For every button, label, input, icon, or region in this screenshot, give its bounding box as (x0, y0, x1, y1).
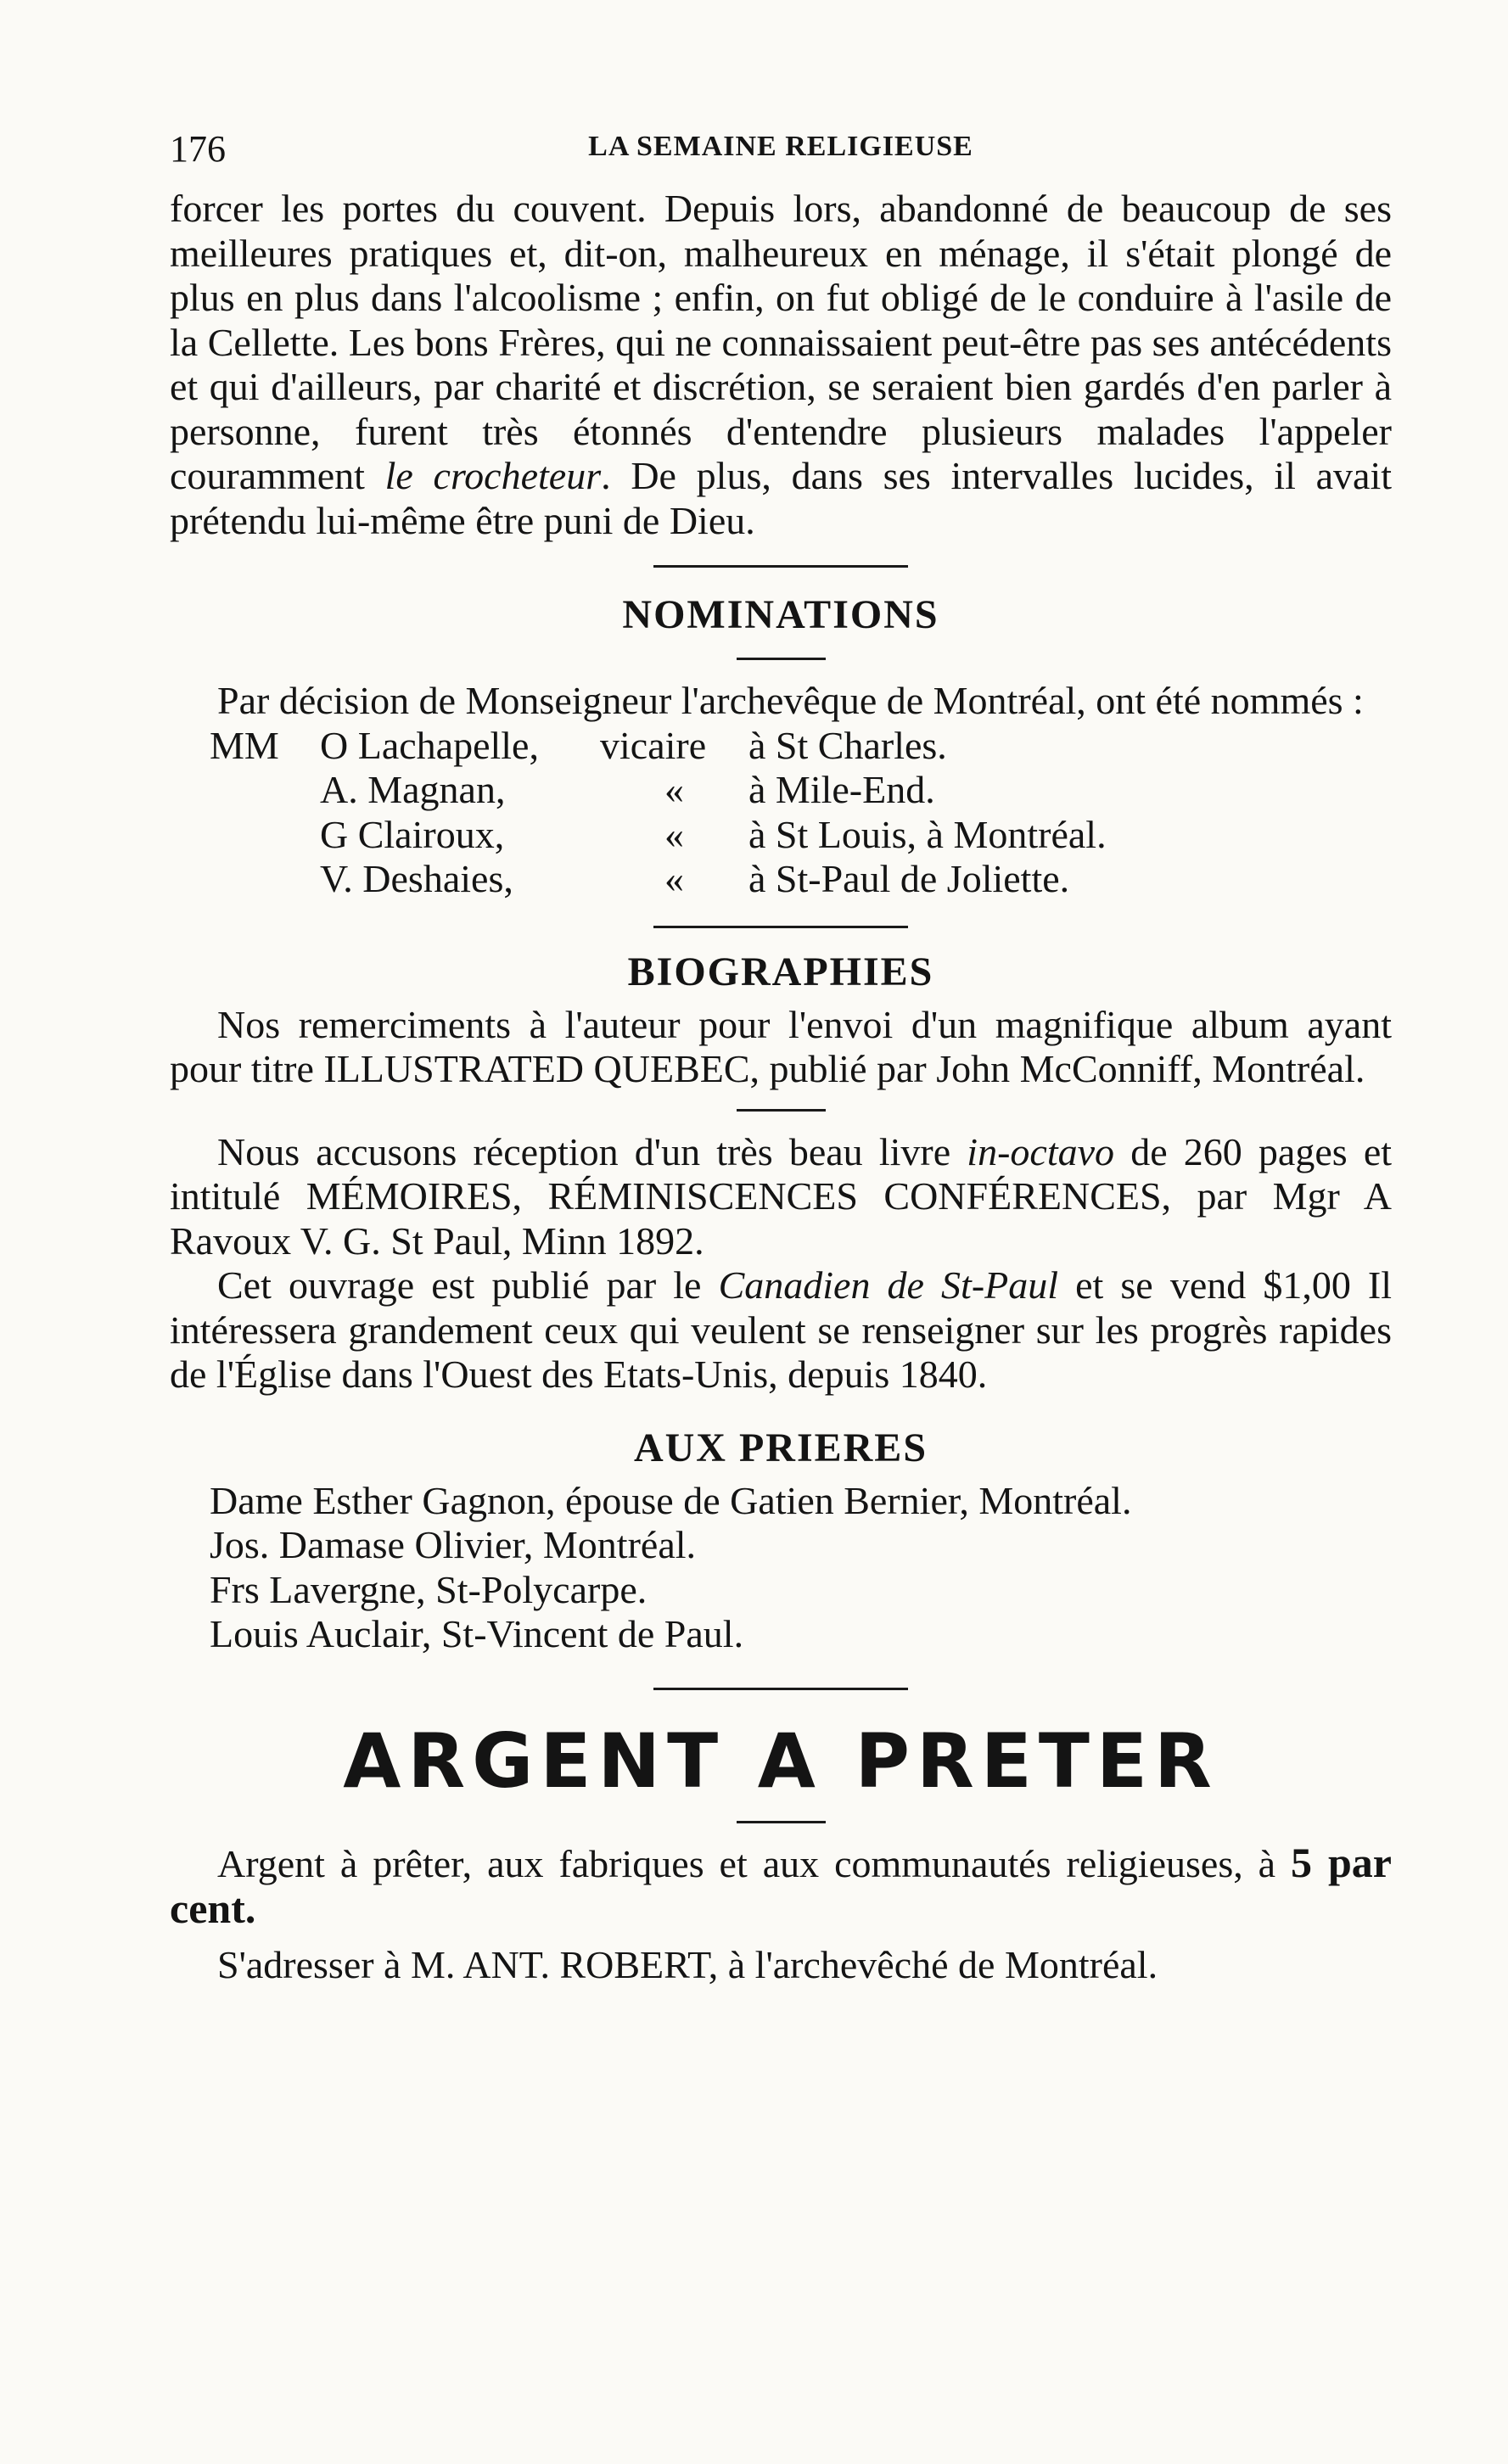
nomination-role: « (664, 812, 684, 856)
divider (737, 1821, 826, 1823)
biographies-paragraph-1: Nos remerciments à l'auteur pour l'envoi d'un magnifique album ayant pour titre ILLUSTRATED QUEBEC, publié par John McConniff, Montréal. (170, 1002, 1392, 1090)
nomination-prefix (210, 857, 320, 902)
nomination-role: « (664, 768, 684, 811)
nominations-list (170, 724, 1392, 902)
bio-p3-start: Cet ouvrage est publié par le (217, 1263, 702, 1307)
list-item: Jos. Damase Olivier, Montréal. (210, 1523, 697, 1566)
nomination-place: à St Louis, à Montréal. (748, 812, 1107, 856)
list-item: Dame Esther Gagnon, épouse de Gatien Bernier, Montréal. (210, 1478, 1132, 1522)
biographies-paragraph-2 (170, 1130, 1392, 1264)
nomination-row (210, 857, 1392, 902)
list-item: Frs Lavergne, St-Polycarpe. (210, 1567, 647, 1611)
nomination-row (210, 724, 1392, 769)
bio-p2-start: Nous accusons réception d'un très beau livre (217, 1129, 951, 1173)
advert-rate: 5 par cent. (170, 1838, 1392, 1932)
biographies-paragraph-3 (170, 1263, 1392, 1397)
intro-italic: le crocheteur (384, 454, 602, 497)
divider (737, 1109, 826, 1112)
nomination-name: O Lachapelle, (320, 723, 539, 767)
nomination-prefix (210, 813, 320, 858)
nomination-role: vicaire (600, 723, 707, 767)
bio-p2-italic: in-octavo (967, 1129, 1115, 1173)
nomination-prefix (210, 768, 320, 813)
nomination-row (210, 813, 1392, 858)
bio-p2-end: de 260 pages et intitulé MÉMOIRES, RÉMINISCENCES CONFÉRENCES, par Mgr A Ravoux V. G. St Paul, Minn 1892. (170, 1129, 1393, 1263)
divider (653, 565, 908, 568)
advert-paragraph-2: S'adresser à M. ANT. ROBERT, à l'archevêché de Montréal. (217, 1942, 1158, 1986)
nomination-name: G Clairoux, (320, 812, 505, 856)
list-item: Louis Auclair, St-Vincent de Paul. (210, 1612, 744, 1655)
nomination-place: à St Charles. (748, 723, 947, 767)
nomination-role: « (664, 857, 684, 900)
nomination-place: à St-Paul de Joliette. (748, 857, 1070, 900)
advert-paragraph-1 (170, 1840, 1392, 1933)
nomination-place: à Mile-End. (748, 768, 935, 811)
bio-p3-italic: Canadien de St-Paul (718, 1263, 1059, 1307)
intro-text: forcer les portes du couvent. Depuis lors, abandonné de beaucoup de ses meilleures pratiques et, dit-on, malheureux en ménage, il s'était plongé de plus en plus dans l'alcoolisme ; enfin, on fut obligé de le conduire à l'asile de la Cellette. Les bons Frères, qui ne connaissaient peut-être pas ses antécédents et qui d'ailleurs, par charité et discrétion, se seraient bien gardés d'en parler à personne, furent très étonnés d'entendre plusieurs malades l'appeler couramment (170, 187, 1392, 497)
nomination-row (210, 768, 1392, 813)
divider (653, 1688, 908, 1690)
bio-p3-end: et se vend $1,00 Il intéressera grandement ceux qui veulent se renseigner sur les progrès rapides de l'Église dans l'Ouest des Etats-Unis, depuis 1840. (170, 1263, 1393, 1396)
intro-text-end: . De plus, dans ses intervalles lucides, il avait prétendu lui-même être puni de Dieu. (170, 454, 1393, 542)
prieres-list (170, 1479, 1392, 1657)
page (170, 127, 1392, 1987)
divider (737, 658, 826, 660)
nomination-name: V. Deshaies, (320, 857, 513, 900)
running-head: LA SEMAINE RELIGIEUSE (588, 131, 973, 162)
prieres-heading: AUX PRIERES (633, 1425, 928, 1470)
nomination-prefix: MM (210, 723, 279, 767)
intro-paragraph (170, 187, 1392, 543)
nominations-intro: Par décision de Monseigneur l'archevêque de Montréal, ont été nommés : (217, 679, 1364, 722)
biographies-heading: BIOGRAPHIES (627, 949, 934, 994)
nominations-heading: NOMINATIONS (622, 592, 939, 637)
advert-heading: ARGENT A PRETER (343, 1716, 1219, 1805)
divider (653, 926, 908, 928)
advert-text: Argent à prêter, aux fabriques et aux communautés religieuses, à (217, 1841, 1276, 1885)
page-number: 176 (170, 128, 226, 170)
nomination-name: A. Magnan, (320, 768, 506, 811)
page-header (170, 127, 1392, 187)
